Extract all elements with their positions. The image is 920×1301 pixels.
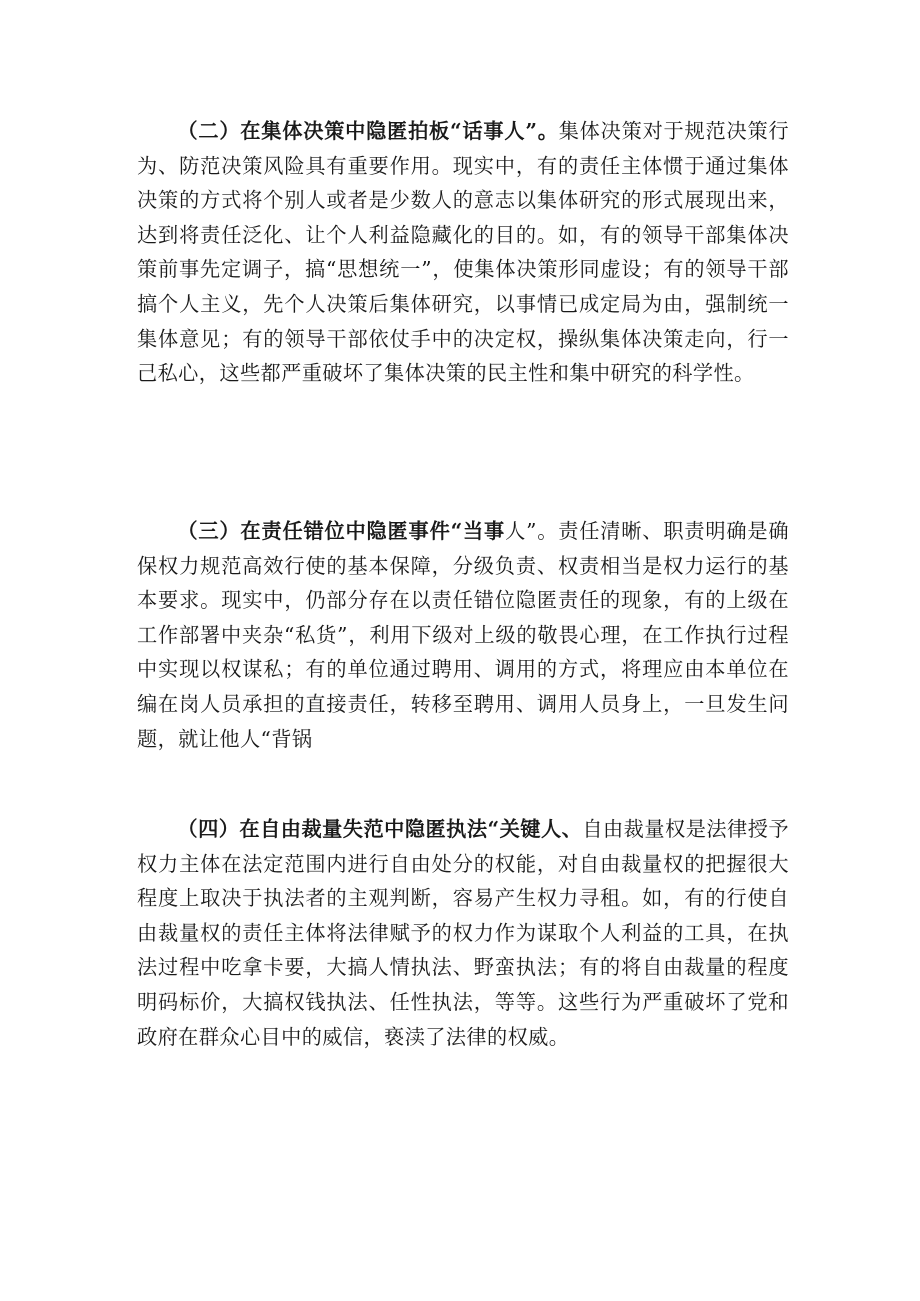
- paragraph-3: [137, 514, 789, 756]
- paragraph-body: 人”。责任清晰、职责明确是确保权力规范高效行使的基本保障，分级负责、权责相当是权力运行的基本要求。现实中，仍部分存在以责任错位隐匿责任的现象，有的上级在工作部署中夹杂“私货”，利用下级对上级的敬畏心理，在工作执行过程中实现以权谋私；有的单位通过聘用、调用的方式，将理应由本单位在编在岗人员承担的直接责任，转移至聘用、调用人员身上，一旦发生问题，就让他人“背锅: [137, 519, 789, 751]
- paragraph-body: 自由裁量权是法律授予权力主体在法定范围内进行自由处分的权能，对自由裁量权的把握很大程度上取决于执法者的主观判断，容易产生权力寻租。如，有的行使自由裁量权的责任主体将法律赋予的权力作为谋取个人利益的工具，在执法过程中吃拿卡要，大搞人情执法、野蛮执法；有的将自由裁量的程度明码标价，大搞权钱执法、任性执法，等等。这些行为严重破坏了党和政府在群众心目中的威信，亵渎了法律的权威。: [137, 817, 789, 1049]
- paragraph-heading: （三）在责任错位中隐匿事件“当事: [177, 519, 506, 543]
- paragraph-4: [137, 812, 789, 1054]
- paragraph-heading: （二）在集体决策中隐匿拍板“话事人”。: [177, 119, 559, 143]
- paragraph-heading: （四）在自由裁量失范中隐匿执法“关键人、: [177, 817, 583, 841]
- paragraph-body: 集体决策对于规范决策行为、防范决策风险具有重要作用。现实中，有的责任主体惯于通过集体决策的方式将个别人或者是少数人的意志以集体研究的形式展现出来，达到将责任泛化、让个人利益隐藏化的目的。如，有的领导干部集体决策前事先定调子，搞“思想统一”，使集体决策形同虚设；有的领导干部搞个人主义，先个人决策后集体研究，以事情已成定局为由，强制统一集体意见；有的领导干部依仗手中的决定权，操纵集体决策走向，行一己私心，这些都严重破坏了集体决策的民主性和集中研究的科学性。: [137, 119, 790, 386]
- paragraph-2: [137, 114, 789, 391]
